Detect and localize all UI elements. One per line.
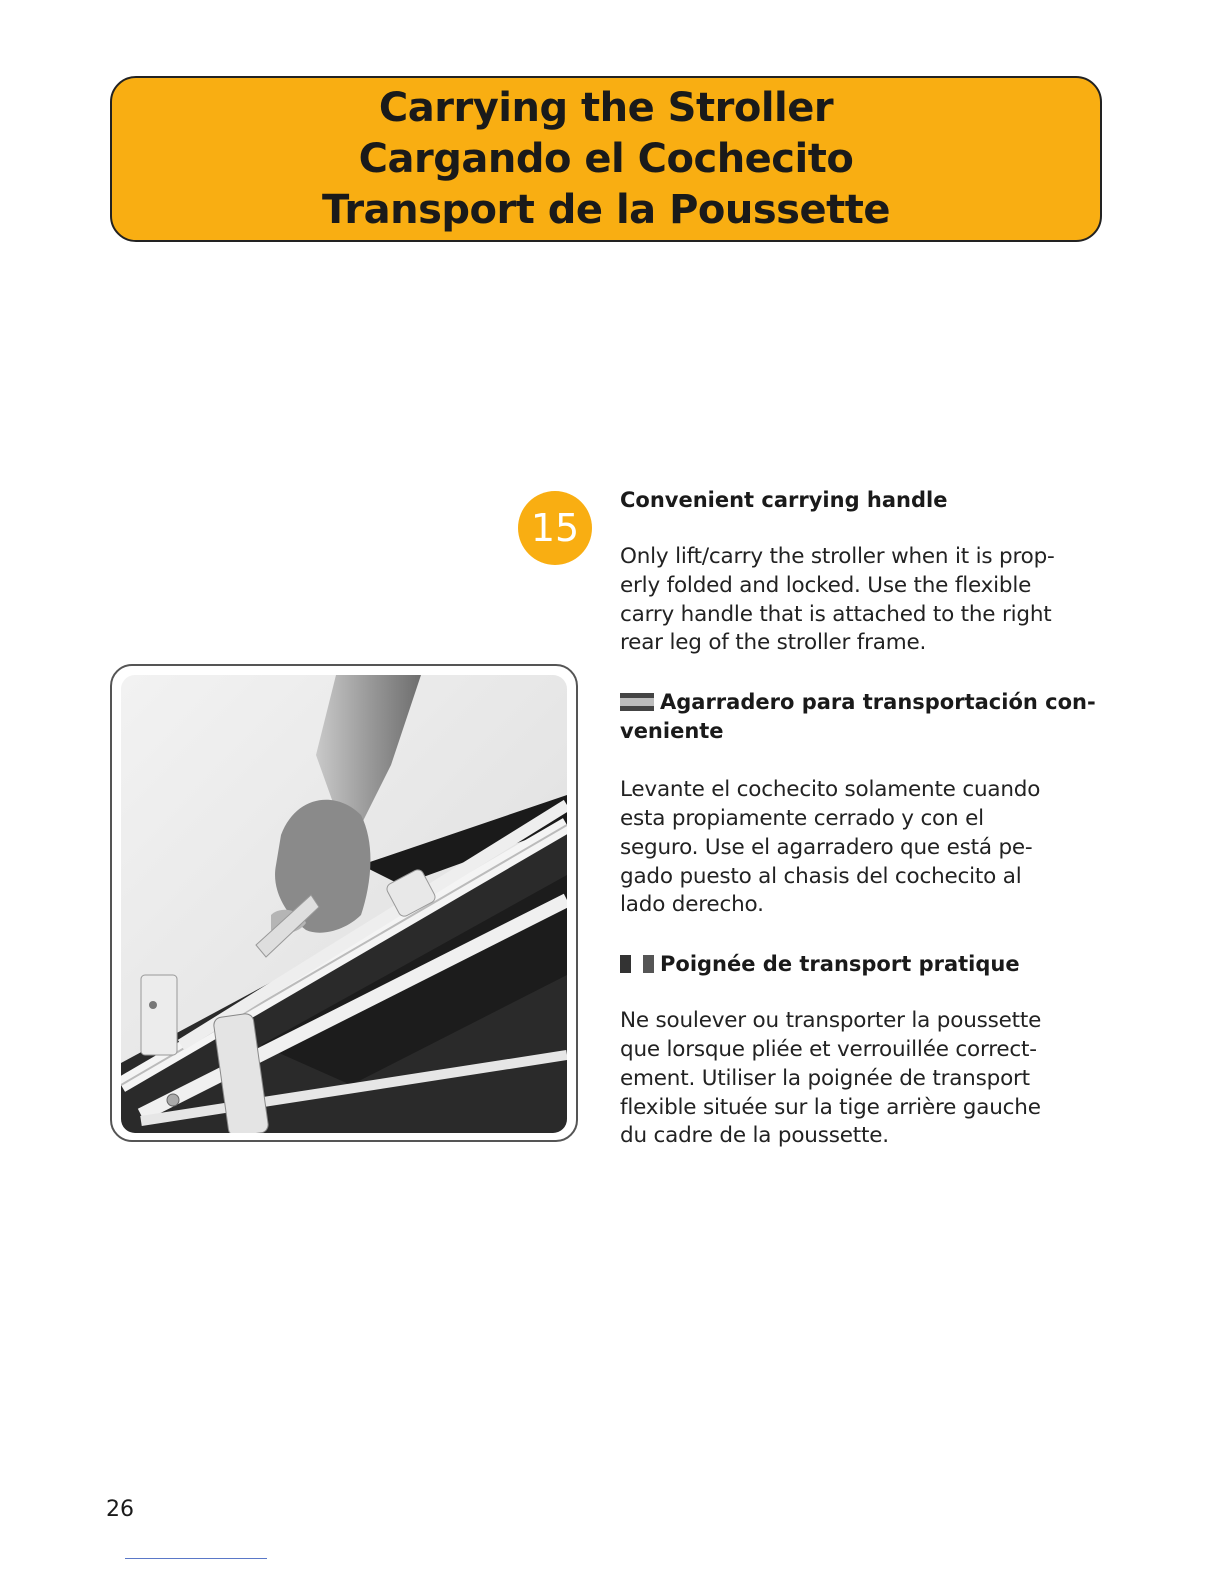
body-english-line: Only lift/carry the stroller when it is prop- <box>620 544 1055 569</box>
step-number-badge: 15 <box>518 491 592 565</box>
body-french-line: ement. Utiliser la poignée de transport <box>620 1065 1030 1091</box>
body-english-line: rear leg of the stroller frame. <box>620 630 927 656</box>
heading-spanish-line: veniente <box>620 719 724 744</box>
heading-spanish <box>620 688 1110 746</box>
body-spanish-line: gado puesto al chasis del cochecito al <box>620 863 1022 889</box>
instructions-column <box>620 486 1110 1151</box>
body-spanish-line: esta propiamente cerrado y con el <box>620 805 984 831</box>
body-english-line: erly folded and locked. Use the flexible <box>620 572 1032 598</box>
body-french-line: Ne soulever ou transporter la poussette <box>620 1008 1042 1034</box>
body-english <box>620 543 1110 658</box>
spain-flag-icon <box>620 693 654 711</box>
heading-english: Convenient carrying handle <box>620 488 948 512</box>
body-spanish-line: lado derecho. <box>620 892 764 918</box>
body-french-line: flexible située sur la tige arrière gauche <box>620 1094 1041 1120</box>
body-spanish-line: Levante el cochecito solamente cuando <box>620 777 1041 803</box>
body-french-line: du cadre de la poussette. <box>620 1123 889 1149</box>
body-spanish <box>620 776 1110 920</box>
stroller-carry-photo <box>121 675 567 1133</box>
page-number: 26 <box>106 1497 134 1522</box>
title-french: Transport de la Poussette <box>322 186 890 233</box>
body-english-line: carry handle that is attached to the right <box>620 601 1052 627</box>
photo-frame <box>110 664 578 1142</box>
heading-french-text: Poignée de transport pratique <box>660 952 1020 977</box>
title-banner <box>110 76 1102 242</box>
body-spanish-line: seguro. Use el agarradero que está pe- <box>620 834 1033 860</box>
body-french-line: que lorsque pliée et verrouillée correct- <box>620 1036 1037 1062</box>
body-french <box>620 1007 1110 1151</box>
footer-rule <box>125 1558 267 1559</box>
title-spanish: Cargando el Cochecito <box>358 135 854 182</box>
heading-french <box>620 950 1110 979</box>
heading-spanish-line: Agarradero para transportación con- <box>660 690 1096 715</box>
france-flag-icon <box>620 955 654 973</box>
title-english: Carrying the Stroller <box>378 84 834 131</box>
